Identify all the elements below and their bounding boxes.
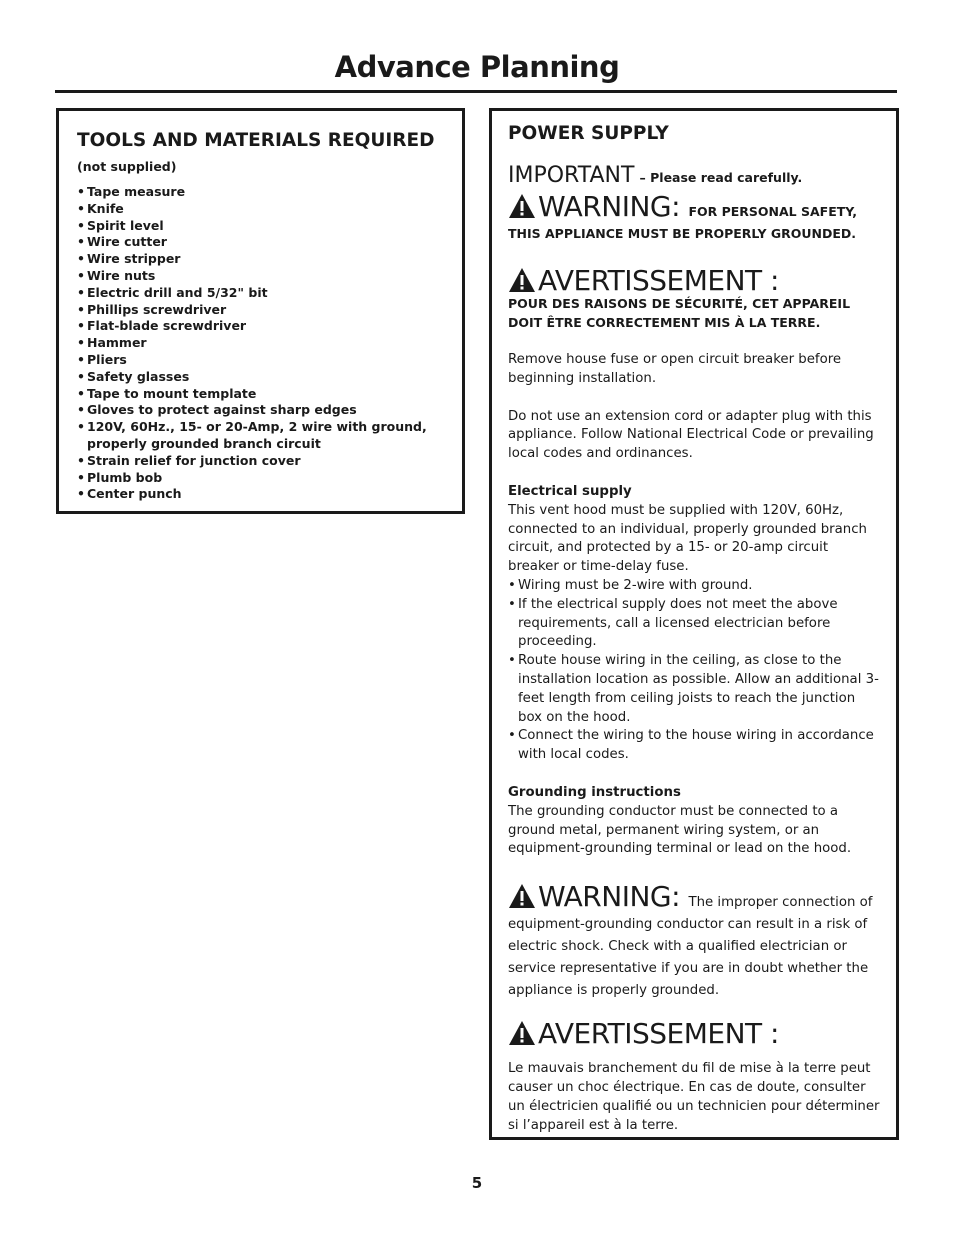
electrical-list-item: • Wiring must be 2-wire with ground.	[508, 577, 880, 596]
warning-block-1	[508, 191, 880, 243]
important-line	[508, 165, 880, 187]
page-number: 5	[471, 1174, 483, 1192]
tools-list-item: • Center punch	[77, 486, 444, 503]
grounding-title: Grounding instructions	[508, 784, 681, 800]
fuse-paragraph: Remove house fuse or open circuit breaker before beginning installation.	[508, 352, 842, 386]
avertissement-heading-2	[508, 1018, 880, 1050]
electrical-list-item: • If the electrical supply does not meet the above requirements, call a licensed electrician before proceeding.	[508, 596, 880, 652]
tools-list-item: • Tape to mount template	[77, 386, 444, 403]
page-title: Advance Planning	[334, 50, 620, 84]
important-label: IMPORTANT	[508, 163, 635, 188]
avertissement-heading-1	[508, 265, 880, 297]
electrical-list-item: • Route house wiring in the ceiling, as close to the installation location as possible. Allow an additional 3-feet length from ceiling joists to reach the junction box on the hood.	[508, 652, 880, 727]
warning-block-2	[508, 881, 880, 1000]
tools-list-item: • Wire cutter	[77, 234, 444, 251]
electrical-list-item: • Connect the wiring to the house wiring in accordance with local codes.	[508, 727, 880, 765]
warning-triangle-icon	[508, 267, 536, 293]
tools-list-item: • Gloves to protect against sharp edges	[77, 402, 444, 419]
tools-heading: TOOLS AND MATERIALS REQUIRED	[77, 130, 435, 151]
warning-triangle-icon	[508, 883, 536, 909]
warning-heading-1	[508, 190, 688, 223]
tools-list-item: • Electric drill and 5/32" bit	[77, 285, 444, 302]
electrical-supply-list	[508, 577, 880, 765]
avertissement-label-2: AVERTISSEMENT :	[538, 1017, 779, 1051]
tools-list-item: • Flat-blade screwdriver	[77, 318, 444, 335]
avertissement-label-1: AVERTISSEMENT :	[538, 264, 779, 297]
tools-list-item: • Safety glasses	[77, 369, 444, 386]
extension-cord-paragraph: Do not use an extension cord or adapter plug with this appliance. Follow National Electrical Code or prevailing local codes and ordinances.	[508, 408, 874, 462]
tools-list-item: • Pliers	[77, 352, 444, 369]
avertissement-text-1: POUR DES RAISONS DE SÉCURITÉ, CET APPAREIL DOIT ÊTRE CORRECTEMENT MIS À LA TERRE.	[508, 296, 851, 330]
grounding-text: The grounding conductor must be connected to a ground metal, permanent wiring system, or an equipment-grounding terminal or lead on the hood.	[508, 803, 852, 857]
electrical-supply-text: This vent hood must be supplied with 120V, 60Hz, connected to an individual, properly grounded branch circuit, and protected by a 15- or 20-amp circuit breaker or time-delay fuse.	[508, 502, 867, 575]
warning-triangle-icon	[508, 1020, 536, 1046]
title-divider	[55, 90, 897, 93]
avertissement-text-2: Le mauvais branchement du fil de mise à la terre peut causer un choc électrique. En cas de doute, consulter un électricien qualifié ou un technicien pour déterminer si l’appareil est à la terre.	[508, 1061, 880, 1133]
tools-box	[56, 108, 465, 514]
warning-triangle-icon	[508, 193, 536, 219]
power-supply-box	[489, 108, 899, 1140]
tools-note: (not supplied)	[77, 159, 177, 174]
tools-list-item: • Knife	[77, 201, 444, 218]
tools-list	[77, 184, 444, 503]
warning-label-2: WARNING:	[538, 880, 681, 914]
warning-text-2: The improper connection of equipment-grounding conductor can result in a risk of electric shock. Check with a qualified electrician or service representative if you are in doubt whether the appliance is properly grounded.	[508, 895, 873, 998]
warning-text-1: FOR PERSONAL SAFETY, THIS APPLIANCE MUST BE PROPERLY GROUNDED.	[508, 204, 858, 241]
warning-heading-2	[508, 880, 688, 913]
warning-label-1: WARNING:	[538, 190, 681, 223]
tools-list-item: • 120V, 60Hz., 15- or 20-Amp, 2 wire with ground, properly grounded branch circuit	[77, 419, 444, 453]
electrical-supply-title: Electrical supply	[508, 483, 632, 499]
avertissement-block-1	[508, 265, 880, 332]
tools-list-item: • Wire nuts	[77, 268, 444, 285]
tools-list-item: • Tape measure	[77, 184, 444, 201]
important-note: – Please read carefully.	[639, 170, 803, 185]
power-heading: POWER SUPPLY	[508, 123, 669, 144]
tools-list-item: • Phillips screwdriver	[77, 302, 444, 319]
avertissement-block-2	[508, 1018, 880, 1135]
tools-list-item: • Strain relief for junction cover	[77, 453, 444, 470]
tools-list-item: • Wire stripper	[77, 251, 444, 268]
tools-list-item: • Spirit level	[77, 218, 444, 235]
tools-list-item: • Hammer	[77, 335, 444, 352]
tools-list-item: • Plumb bob	[77, 470, 444, 487]
